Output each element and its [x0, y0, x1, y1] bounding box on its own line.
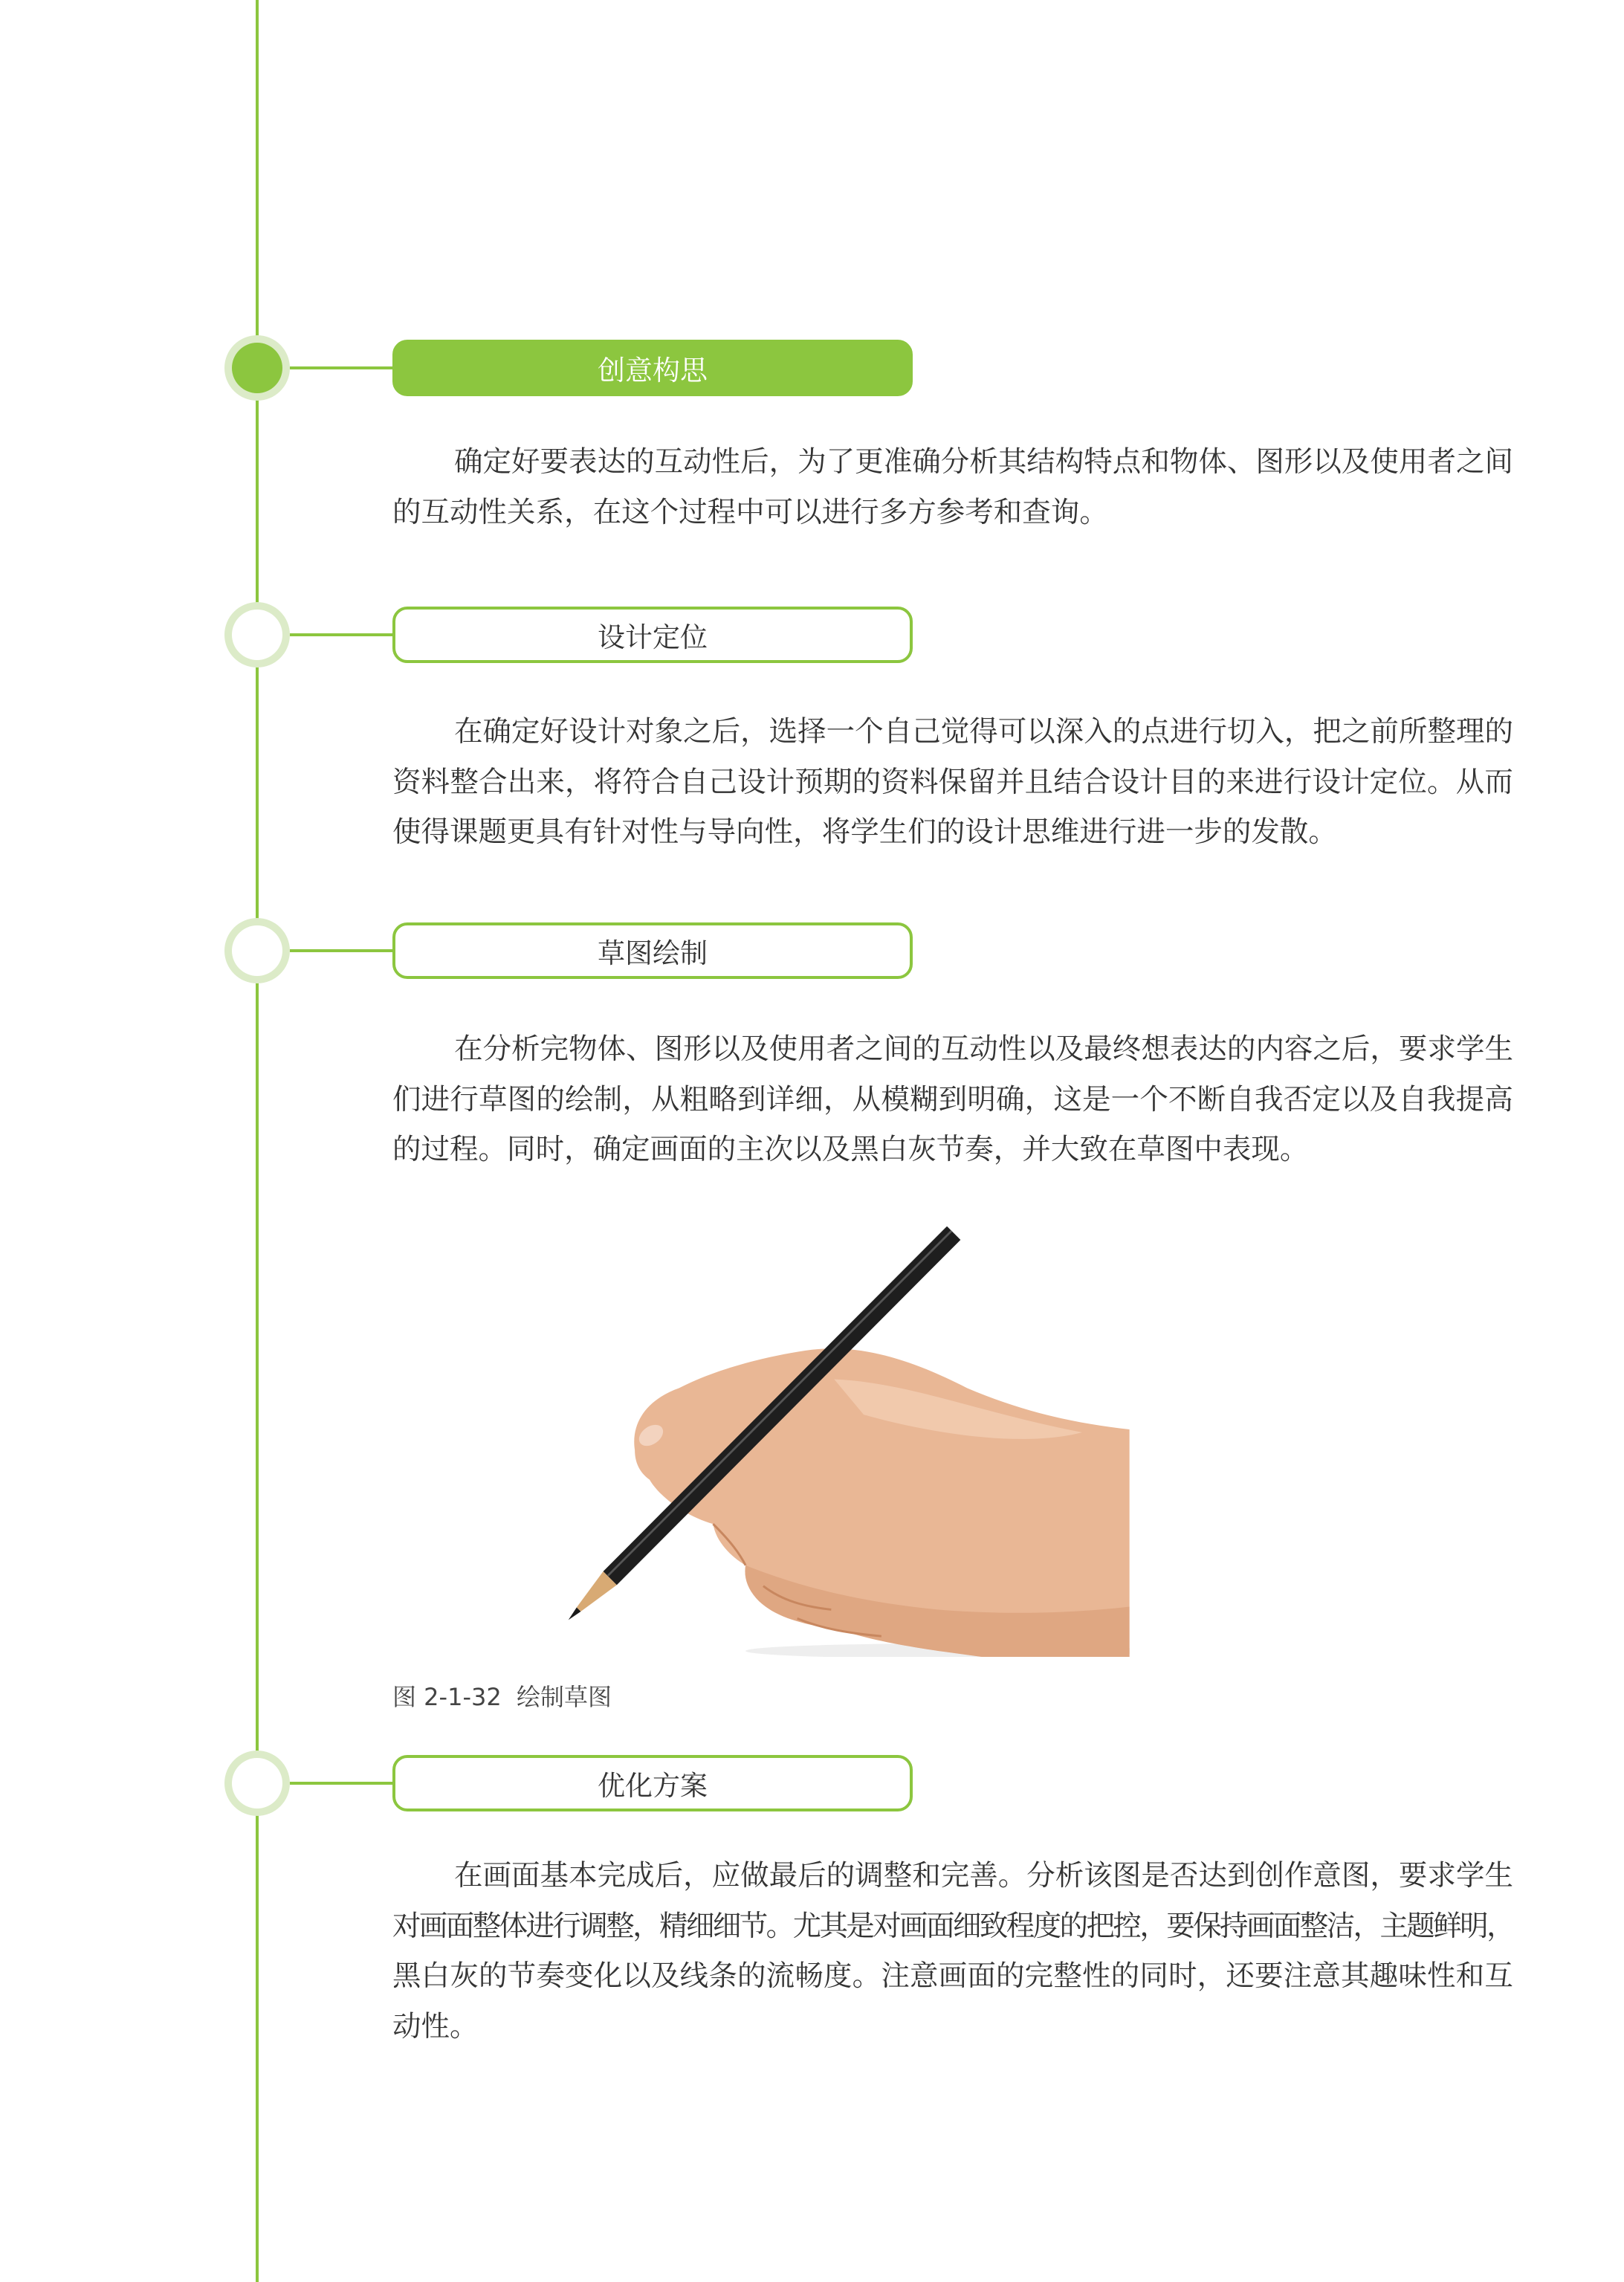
section-paragraph	[392, 1024, 1513, 1175]
timeline-node-core	[232, 343, 282, 393]
section-title: 优化方案	[598, 1770, 708, 1802]
hand-holding-pencil-photo	[494, 1214, 1130, 1657]
section-title: 设计定位	[598, 621, 708, 653]
timeline-node	[224, 1751, 290, 1816]
paragraph-line: 在画面基本完成后，应做最后的调整和完善。分析该图是否达到创作意图，要求学生	[454, 1859, 1513, 1892]
timeline-connector	[290, 1782, 394, 1785]
timeline-node	[224, 602, 290, 668]
paragraph-line: 资料整合出来，将符合自己设计预期的资料保留并且结合设计目的来进行设计定位。从而	[392, 765, 1513, 799]
timeline-connector	[290, 949, 394, 952]
timeline-node-core	[232, 925, 282, 976]
section-title: 创意构思	[598, 354, 708, 387]
paragraph-line: 在分析完物体、图形以及使用者之间的互动性以及最终想表达的内容之后，要求学生	[454, 1032, 1513, 1066]
timeline-connector	[290, 366, 394, 369]
timeline-node-core	[232, 610, 282, 660]
paragraph-line: 们进行草图的绘制，从粗略到详细，从模糊到明确，这是一个不断自我否定以及自我提高	[392, 1082, 1513, 1116]
section-paragraph	[392, 1851, 1513, 2052]
paragraph-line: 动性。	[392, 2009, 479, 2043]
section-paragraph	[392, 437, 1513, 537]
timeline-node-active	[224, 335, 290, 401]
paragraph-line: 的过程。同时，确定画面的主次以及黑白灰节奏，并大致在草图中表现。	[392, 1133, 1309, 1166]
paragraph-line: 对画面整体进行调整，精细细节。尤其是对画面细致程度的把控，要保持画面整洁，主题鲜明，	[392, 1909, 1513, 1943]
paragraph-line: 使得课题更具有针对性与导向性，将学生们的设计思维进行进一步的发散。	[392, 815, 1337, 849]
paragraph-line: 在确定好设计对象之后，选择一个自己觉得可以深入的点进行切入，把之前所整理的	[454, 715, 1513, 749]
timeline-node-core	[232, 1758, 282, 1809]
timeline-connector	[290, 633, 394, 636]
section-title-pill	[392, 922, 913, 979]
section-title-pill	[392, 1755, 913, 1811]
section-title: 草图绘制	[598, 937, 708, 969]
timeline-node	[224, 918, 290, 983]
paragraph-line: 的互动性关系，在这个过程中可以进行多方参考和查询。	[392, 495, 1108, 529]
section-paragraph	[392, 707, 1513, 858]
figure-caption: 图 2-1-32 绘制草图	[392, 1683, 612, 1711]
section-title-pill	[392, 340, 913, 396]
paragraph-line: 黑白灰的节奏变化以及线条的流畅度。注意画面的完整性的同时，还要注意其趣味性和互	[392, 1959, 1513, 1993]
section-title-pill	[392, 607, 913, 663]
paragraph-line: 确定好要表达的互动性后，为了更准确分析其结构特点和物体、图形以及使用者之间	[454, 445, 1513, 479]
